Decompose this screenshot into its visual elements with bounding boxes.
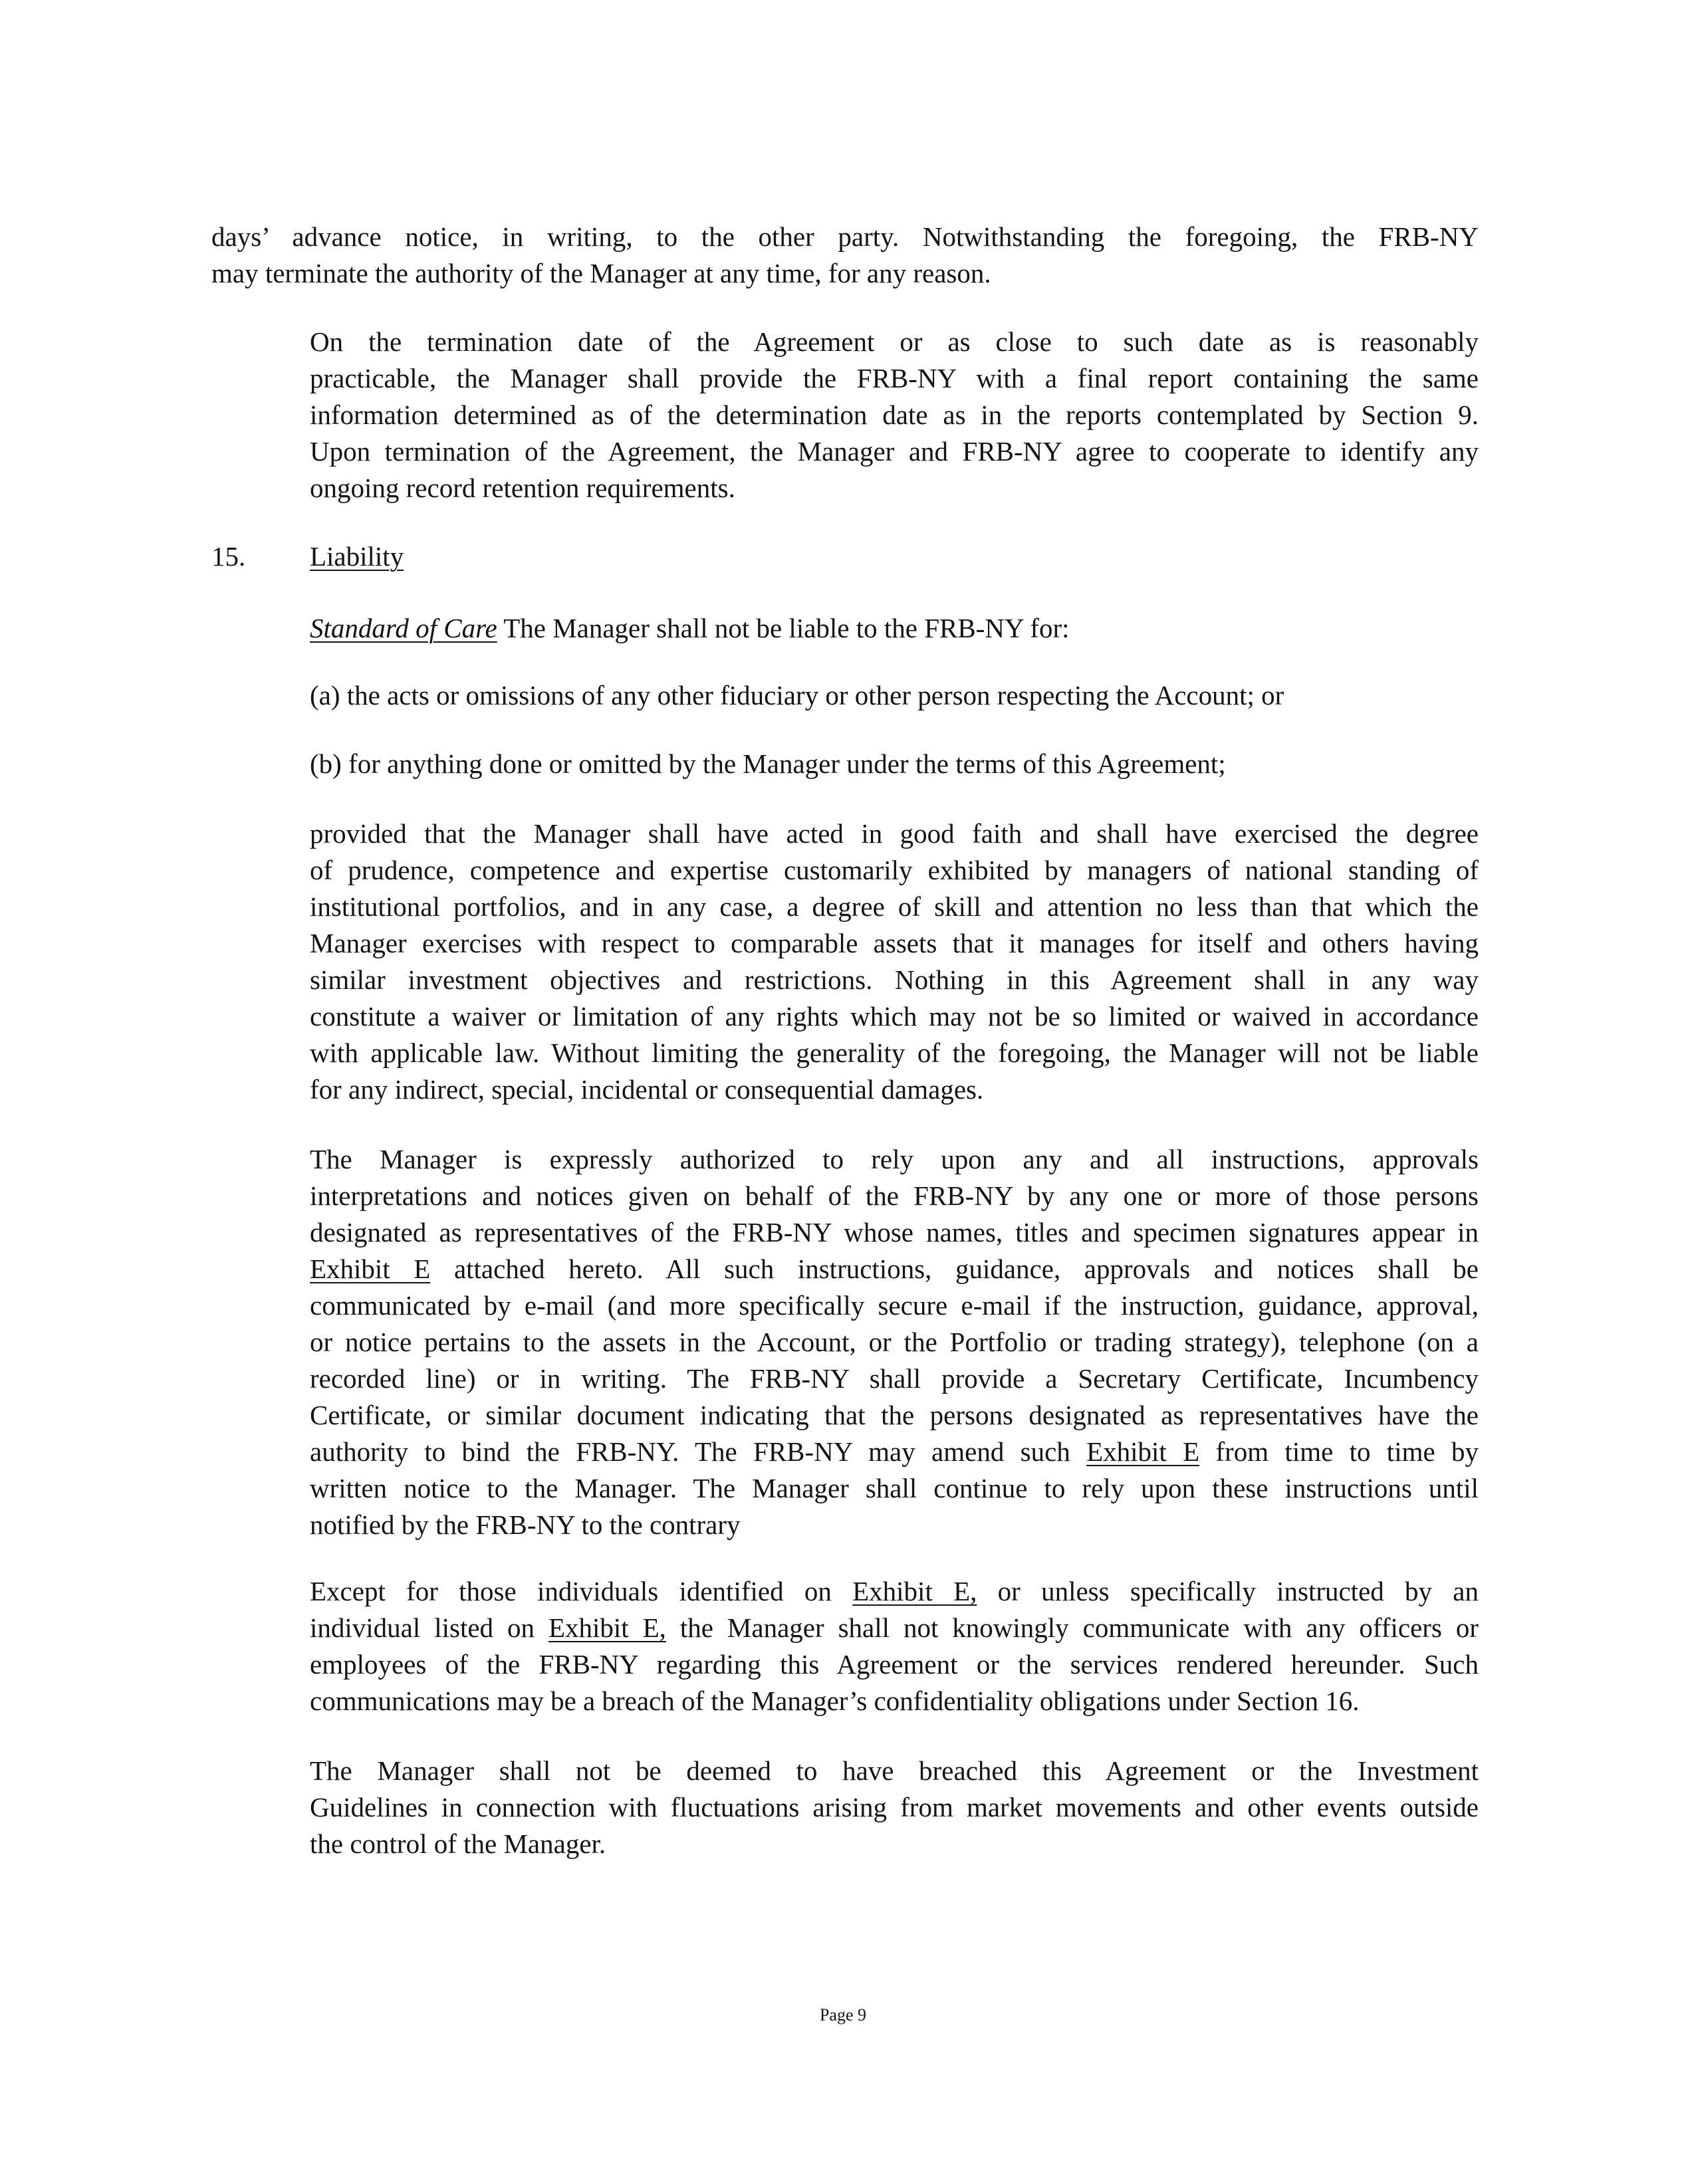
text-line: The Manager shall not be deemed to have breached this Agreement or the Investment — [310, 1755, 1479, 1786]
text-line: provided that the Manager shall have acted in good faith and shall have exercised the degree — [310, 818, 1479, 849]
text-span: Except for those individuals identified on — [310, 1576, 853, 1606]
text-line — [211, 1573, 1479, 1610]
text-line: practicable, the Manager shall provide the FRB-NY with a final report containing the same — [310, 363, 1479, 393]
text-line: Guidelines in connection with fluctuations arising from market movements and other events outside — [310, 1792, 1479, 1822]
text-line — [211, 1251, 1479, 1287]
text-line: designated as representatives of the FRB-NY whose names, titles and specimen signatures appear in — [310, 1217, 1479, 1248]
paragraph-reliance-on-instructions — [211, 1141, 1479, 1543]
text-line: constitute a waiver or limitation of any rights which may not be so limited or waived in accordance — [310, 1001, 1479, 1032]
text-span: from time to time by — [1199, 1436, 1479, 1467]
text-line: On the termination date of the Agreement or as close to such date as is reasonably — [310, 326, 1479, 357]
text-span: authority to bind the FRB-NY. The FRB-NY may amend such — [310, 1436, 1087, 1467]
text-line: ongoing record retention requirements. — [310, 473, 735, 503]
text-line: recorded line) or in writing. The FRB-NY shall provide a Secretary Certificate, Incumbency — [310, 1363, 1479, 1394]
paragraph-market-fluctuations — [211, 1753, 1479, 1862]
text-line: communicated by e-mail (and more specifically secure e-mail if the instruction, guidance, approval, — [310, 1290, 1479, 1321]
text-span: attached hereto. All such instructions, guidance, approvals and notices shall be — [430, 1254, 1479, 1284]
text-line: may terminate the authority of the Manager at any time, for any reason. — [211, 258, 991, 288]
text-line: interpretations and notices given on behalf of the FRB-NY by any one or more of those persons — [310, 1180, 1479, 1211]
text-line: information determined as of the determination date as in the reports contemplated by Section 9. — [310, 399, 1479, 430]
page-number: Page 9 — [819, 2005, 867, 2024]
text-line: Upon termination of the Agreement, the Manager and FRB-NY agree to cooperate to identify any — [310, 436, 1479, 467]
text-line: communications may be a breach of the Manager’s confidentiality obligations under Section 16. — [310, 1686, 1360, 1716]
section-heading — [211, 538, 404, 575]
text-line — [211, 1610, 1479, 1646]
text-line — [211, 1434, 1479, 1470]
paragraph-provided-that — [211, 816, 1479, 1108]
list-item-b: (b) for anything done or omitted by the Manager under the terms of this Agreement; — [310, 748, 1226, 779]
paragraph-communications — [211, 1573, 1479, 1719]
text-line: of prudence, competence and expertise customarily exhibited by managers of national standing of — [310, 855, 1479, 885]
text-line: Certificate, or similar document indicating that the persons designated as representatives have the — [310, 1400, 1479, 1430]
standard-of-care-line — [310, 610, 1070, 647]
text-line: Manager exercises with respect to comparable assets that it manages for itself and others having — [310, 928, 1479, 958]
exhibit-e-reference: Exhibit E — [310, 1254, 431, 1284]
exhibit-e-reference: Exhibit E — [1086, 1436, 1200, 1467]
section-number: 15. — [211, 541, 246, 572]
text-line: employees of the FRB-NY regarding this Agreement or the services rendered hereunder. Such — [310, 1649, 1479, 1680]
exhibit-e-reference: Exhibit E, — [852, 1576, 977, 1606]
exhibit-e-reference: Exhibit E, — [548, 1612, 666, 1643]
list-item-a: (a) the acts or omissions of any other fiduciary or other person respecting the Account; or — [310, 680, 1284, 710]
text-line: the control of the Manager. — [310, 1828, 606, 1859]
text-span: the Manager shall not knowingly communicate with any officers or — [665, 1612, 1479, 1643]
text-line: written notice to the Manager. The Manager shall continue to rely upon these instructions until — [310, 1473, 1479, 1503]
text-line: The Manager is expressly authorized to rely upon any and all instructions, approvals — [310, 1144, 1479, 1174]
paragraph-termination-notice — [211, 219, 1479, 292]
text-line: for any indirect, special, incidental or consequential damages. — [310, 1074, 984, 1105]
text-line: similar investment objectives and restrictions. Nothing in this Agreement shall in any way — [310, 964, 1479, 995]
text-line: days’ advance notice, in writing, to the other party. Notwithstanding the foregoing, the FRB-NY — [211, 221, 1479, 252]
text-line: or notice pertains to the assets in the Account, or the Portfolio or trading strategy), telephone (on a — [310, 1327, 1479, 1357]
text-line: with applicable law. Without limiting the generality of the foregoing, the Manager will not be liable — [310, 1037, 1479, 1068]
section-title: Liability — [310, 541, 404, 572]
text-line: institutional portfolios, and in any case, a degree of skill and attention no less than that which the — [310, 891, 1479, 922]
text-span: individual listed on — [310, 1612, 548, 1643]
standard-of-care-text: The Manager shall not be liable to the FRB-NY for: — [497, 613, 1070, 643]
standard-of-care-heading: Standard of Care — [310, 613, 497, 643]
paragraph-final-report — [211, 324, 1479, 506]
text-line: notified by the FRB-NY to the contrary — [310, 1509, 741, 1540]
text-span: or unless specifically instructed by an — [977, 1576, 1479, 1606]
